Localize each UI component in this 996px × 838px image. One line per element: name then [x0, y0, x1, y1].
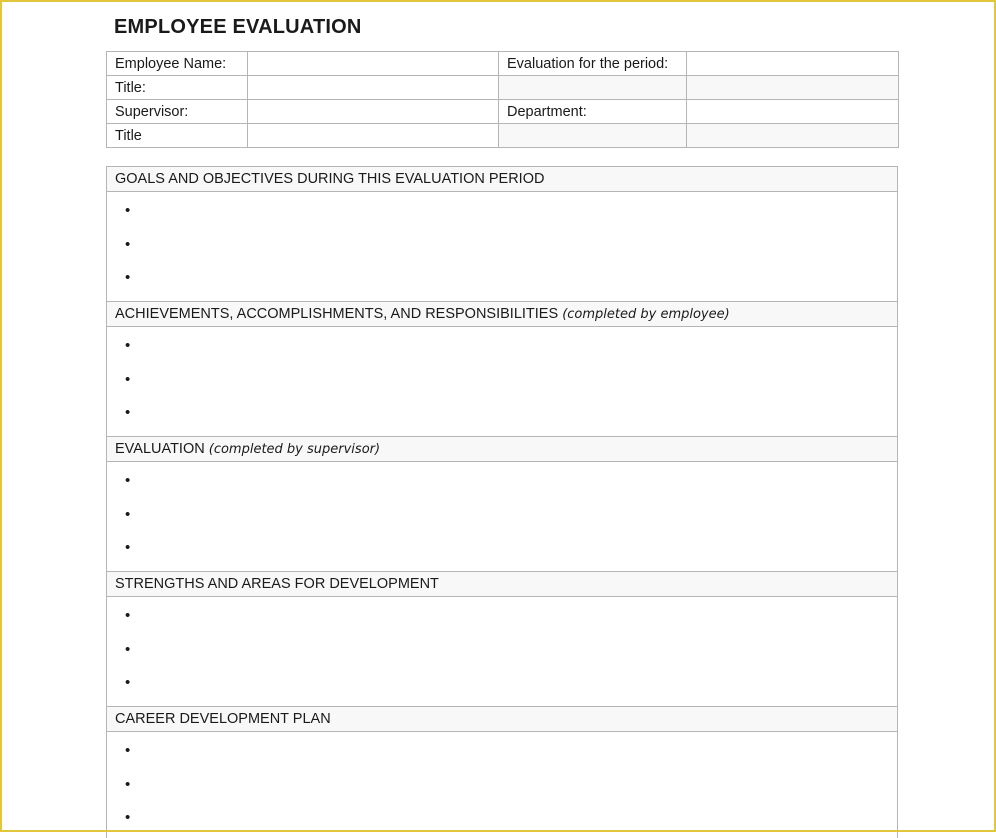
section-heading: STRENGTHS AND AREAS FOR DEVELOPMENT — [115, 576, 439, 592]
goals-section-body[interactable] — [107, 192, 897, 302]
bullet-point: • — [125, 674, 131, 691]
bullet-point: • — [125, 607, 131, 624]
supervisor-title-field[interactable] — [248, 124, 499, 148]
bullet-point: • — [125, 506, 131, 523]
goals-section-header — [107, 167, 897, 192]
section-heading: GOALS AND OBJECTIVES DURING THIS EVALUATION PERIOD — [115, 171, 545, 187]
blank-label-cell — [499, 124, 687, 148]
section-note: (completed by supervisor) — [208, 442, 381, 457]
bullet-point: • — [125, 776, 131, 793]
bullet-point: • — [125, 371, 131, 388]
evaluation-section-body[interactable] — [107, 462, 897, 572]
blank-value-cell[interactable] — [687, 124, 899, 148]
evaluation-period-label: Evaluation for the period: — [499, 52, 687, 76]
blank-value-cell[interactable] — [687, 76, 899, 100]
career-plan-section-header — [107, 707, 897, 732]
employee-title-label: Title: — [107, 76, 248, 100]
strengths-section-body[interactable] — [107, 597, 897, 707]
table-row — [107, 124, 899, 148]
achievements-section-header — [107, 302, 897, 327]
employee-info-table — [106, 51, 899, 148]
table-row — [107, 52, 899, 76]
evaluation-sections — [106, 166, 898, 838]
career-plan-section-body[interactable] — [107, 732, 897, 838]
bullet-point: • — [125, 236, 131, 253]
section-heading: EVALUATION — [115, 441, 205, 457]
bullet-point: • — [125, 202, 131, 219]
table-row — [107, 76, 899, 100]
employee-name-label: Employee Name: — [107, 52, 248, 76]
achievements-section-body[interactable] — [107, 327, 897, 437]
bullet-point: • — [125, 269, 131, 286]
employee-title-field[interactable] — [248, 76, 499, 100]
supervisor-title-label: Title — [107, 124, 248, 148]
bullet-point: • — [125, 404, 131, 421]
section-note: (completed by employee) — [562, 307, 730, 322]
department-label: Department: — [499, 100, 687, 124]
section-heading: ACHIEVEMENTS, ACCOMPLISHMENTS, AND RESPONSIBILITIES — [115, 306, 559, 322]
bullet-point: • — [125, 641, 131, 658]
bullet-point: • — [125, 809, 131, 826]
evaluation-period-field[interactable] — [687, 52, 899, 76]
bullet-point: • — [125, 742, 131, 759]
section-heading: CAREER DEVELOPMENT PLAN — [115, 711, 331, 727]
supervisor-label: Supervisor: — [107, 100, 248, 124]
evaluation-section-header — [107, 437, 897, 462]
document-title: EMPLOYEE EVALUATION — [114, 16, 362, 38]
blank-label-cell — [499, 76, 687, 100]
strengths-section-header — [107, 572, 897, 597]
bullet-point: • — [125, 472, 131, 489]
employee-name-field[interactable] — [248, 52, 499, 76]
bullet-point: • — [125, 337, 131, 354]
bullet-point: • — [125, 539, 131, 556]
supervisor-field[interactable] — [248, 100, 499, 124]
department-field[interactable] — [687, 100, 899, 124]
table-row — [107, 100, 899, 124]
